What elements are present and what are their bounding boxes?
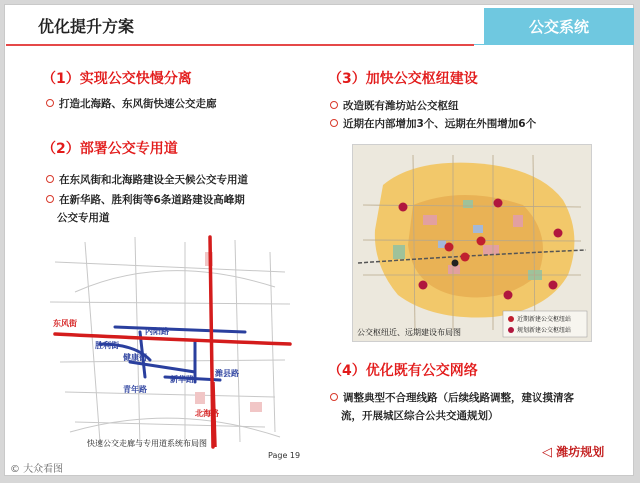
- map-label-neiyang: 内阳路: [145, 327, 169, 336]
- watermark: © 大众看图: [10, 464, 64, 475]
- section-4-bullet-1: 调整典型不合理线路（后续线路调整，建议摸清客: [330, 390, 574, 406]
- section-heading-4: （4）优化既有公交网络: [328, 363, 478, 379]
- tab-underline: [474, 44, 634, 45]
- section-4-bullet-1-cont: 流，开展城区综合公共交通规划）: [341, 410, 499, 422]
- section-tab: 公交系统: [484, 8, 634, 44]
- section-heading-1: （1）实现公交快慢分离: [42, 71, 192, 87]
- section-3-bullet-1: 改造既有潍坊站公交枢纽: [330, 98, 459, 114]
- bullet-icon: [46, 175, 54, 183]
- map2-legend-far: 规划新建公交枢纽站: [517, 327, 572, 334]
- map-label-weixian: 潍县路: [215, 369, 239, 378]
- map-label-qingnian: 青年路: [123, 385, 147, 394]
- logo-mark-icon: ◁: [542, 445, 552, 460]
- brand-logo: ◁ 潍坊规划: [542, 445, 605, 460]
- map1-caption: 快速公交走廊与专用道系统布局图: [87, 439, 207, 448]
- section-heading-2: （2）部署公交专用道: [42, 141, 178, 157]
- bullet-icon: [46, 195, 54, 203]
- bus-hub-map: [352, 144, 592, 342]
- map2-legend-near: 近期新建公交枢纽站: [517, 316, 572, 323]
- bullet-icon: [330, 101, 338, 109]
- map-label-dongfeng: 东风街: [53, 319, 77, 328]
- section-2-bullet-1: 在东风街和北海路建设全天候公交专用道: [46, 172, 248, 188]
- bus-corridor-map-graphic: [45, 232, 295, 450]
- map2-caption: 公交枢纽近、远期建设布局图: [357, 328, 461, 337]
- bullet-icon: [330, 119, 338, 127]
- section-2-bullet-2: 在新华路、胜利街等6条道路建设高峰期: [46, 192, 245, 208]
- bullet-icon: [330, 393, 338, 401]
- map-label-beihai: 北海路: [195, 409, 219, 418]
- section-3-bullet-2: 近期在内部增加3个、远期在外围增加6个: [330, 116, 536, 132]
- page-title: 优化提升方案: [38, 17, 135, 36]
- page-number: Page 19: [268, 451, 301, 460]
- title-divider: [6, 44, 474, 46]
- section-2-bullet-2-cont: 公交专用道: [57, 212, 110, 224]
- bus-corridor-map: [45, 232, 295, 450]
- bus-hub-map-graphic: [353, 145, 591, 341]
- map-label-xinhua: 新华路: [170, 375, 194, 384]
- bullet-icon: [46, 99, 54, 107]
- section-1-bullet-1: 打造北海路、东风街快速公交走廊: [46, 96, 217, 112]
- map-label-shengli: 胜利街: [95, 341, 119, 350]
- map-label-jiankang: 健康街: [123, 353, 147, 362]
- section-heading-3: （3）加快公交枢纽建设: [328, 71, 478, 87]
